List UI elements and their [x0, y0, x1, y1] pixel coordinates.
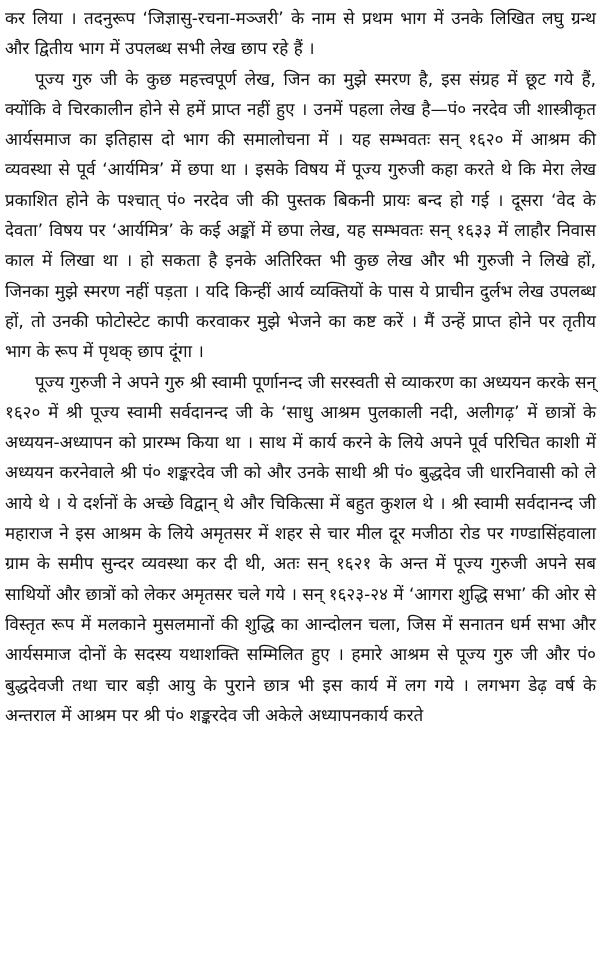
paragraph-3: पूज्य गुरुजी ने अपने गुरु श्री स्वामी पूर्णानन्द जी सरस्वती से व्याकरण का अध्ययन करके सन् १६२० में श्री पूज्य स्वामी सर्वदानन्द जी के ‘साधु आश्रम पुलकाली नदी, अलीगढ़’ में छात्रों के अध्ययन-अध्यापन को प्रारम्भ किया था । साथ में कार्य करने के लिये अपने पूर्व परिचित काशी में अध्ययन करनेवाले श्री पं० शङ्करदेव जी को और उनके साथी श्री पं० बुद्धदेव जी धारनिवासी को ले आये थे । ये दर्शनों के अच्छे विद्वान् थे और चिकित्सा में बहुत कुशल थे । श्री स्वामी सर्वदानन्द जी महाराज ने इस आश्रम के लिये अमृतसर में शहर से चार मील दूर मजीठा रोड पर गण्डासिंहवाला ग्राम के समीप सुन्दर व्यवस्था कर दी थी, अतः सन् १६२१ के अन्त में पूज्य गुरुजी अपने सब साथियों और छात्रों को लेकर अमृतसर चले गये । सन् १६२३-२४ में ‘आगरा शुद्धि सभा’ की ओर से विस्तृत रूप में मलकाने मुसलमानों की शुद्धि का आन्दोलन चला, जिस में सनातन धर्म सभा और आर्यसमाज दोनों के सदस्य यथाशक्ति सम्मिलित हुए । हमारे आश्रम से पूज्य गुरु जी और पं० बुद्धदेवजी तथा चार बड़ी आयु के पुराने छात्र भी इस कार्य में लग गये । लगभग डेढ़ वर्ष के अन्तराल में आश्रम पर श्री पं० शङ्करदेव जी अकेले अध्यापनकार्य करते — [5, 372, 596, 726]
paragraph-1: कर लिया । तदनुरूप ‘जिज्ञासु-रचना-मञ्जरी’ के नाम से प्रथम भाग में उनके लिखित लघु ग्रन्थ और द्वितीय भाग में उपलब्ध सभी लेख छाप रहे हैं । — [5, 9, 596, 60]
paragraph-2: पूज्य गुरु जी के कुछ महत्त्वपूर्ण लेख, जिन का मुझे स्मरण है, इस संग्रह में छूट गये हैं, क्योंकि वे चिरकालीन होने से हमें प्राप्त नहीं हुए । उनमें पहला लेख है—पं० नरदेव जी शास्त्रीकृत आर्यसमाज का इतिहास दो भाग की समालोचना में । यह सम्भवतः सन् १६२० में आश्रम की व्यवस्था से पूर्व ‘आर्यमित्र’ में छपा था । इसके विषय में पूज्य गुरुजी कहा करते थे कि मेरा लेख प्रकाशित होने के पश्चात् पं० नरदेव जी की पुस्तक बिकनी प्रायः बन्द हो गई । दूसरा ‘वेद के देवता’ विषय पर ‘आर्यमित्र’ के कई अङ्कों में छपा लेख, यह सम्भवतः सन् १६३३ में लाहौर निवास काल में लिखा था । हो सकता है इनके अतिरिक्त भी कुछ लेख और भी गुरुजी ने लिखे हों, जिनका मुझे स्मरण नहीं पड़ता । यदि किन्हीं आर्य व्यक्तियों के पास ये प्राचीन दुर्लभ लेख उपलब्ध हों, तो उनकी फोटोस्टेट कापी करवाकर मुझे भेजने का कष्ट करें । मैं उन्हें प्राप्त होने पर तृतीय भाग के रूप में पृथक् छाप दूंगा । — [5, 69, 596, 363]
